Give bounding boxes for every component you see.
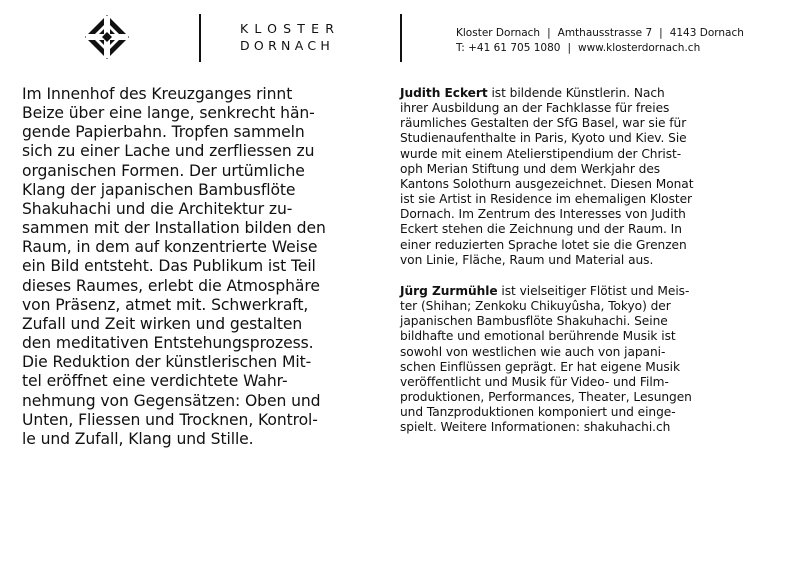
- bio-name: Judith Eckert: [400, 86, 488, 100]
- event-description: Im Innenhof des Kreuzganges rinnt Beize über eine lange, senkrecht hän- gende Papierbahn. Tropfen sammeln sich zu einer Lache und zerfliessen zu organischen Formen. Der urtümliche Klang der japanischen Bambusflöte Shakuhachi und die Architektur zu- sammen mit der Installation bilden den Raum, in dem auf konzentrierte Weise ein Bild entsteht. Das Publikum ist Teil dieses Raumes, erlebt die Atmosphäre von Präsenz, atmet mit. Schwerkraft, Zufall und Zeit wirken und gestalten den meditativen Entstehungsprozess. Die Reduktion der künstlerischen Mit- tel eröffnet eine verdichtete Wahr- nehmung von Gegensätzen: Oben und Unten, Fliessen und Trocknen, Kontrol- le und Zufall, Klang und Stille.: [22, 85, 326, 448]
- brand-line-2: DORNACH: [240, 38, 335, 53]
- contact-name: Kloster Dornach: [456, 27, 541, 39]
- contact-street: Amthausstrasse 7: [557, 27, 653, 39]
- bio-name: Jürg Zurmühle: [400, 283, 498, 298]
- right-column: [400, 86, 790, 435]
- kloster-dornach-logo-icon: [84, 14, 130, 60]
- bio-text: ist vielseitiger Flötist und Meis- ter (Shihan; Zenkoku Chikuyûsha, Tokyo) der japanischen Bambusflöte Shakuhachi. Seine bildhafte und emotional berührende Musik ist sowohl von westlichen wie auch von japani- schen Einflüssen geprägt. Er hat eigene Musik veröffentlicht und Musik für Video- und Film- produktionen, Performances, Theater, Lesungen und Tanzproduktionen komponiert und einge- spielt. Weitere Informationen: shakuhachi.ch: [400, 283, 692, 435]
- bio-judith-eckert: [400, 86, 790, 268]
- contact-line-1: [456, 26, 744, 41]
- separator: |: [547, 27, 551, 39]
- bio-juerg-zurmuehle: [400, 284, 790, 436]
- contact-block: [456, 26, 744, 56]
- contact-phone: T: +41 61 705 1080: [456, 42, 561, 54]
- brand-wordmark: [240, 20, 380, 54]
- header-divider-right: [400, 14, 402, 62]
- separator: |: [659, 27, 663, 39]
- contact-city: 4143 Dornach: [669, 27, 744, 39]
- contact-web-link[interactable]: www.klosterdornach.ch: [577, 42, 701, 54]
- separator: |: [567, 42, 571, 54]
- header-divider-left: [199, 14, 201, 62]
- brand-line-1: KLOSTER: [240, 21, 341, 36]
- bio-text: ist bildende Künstlerin. Nach ihrer Ausbildung an der Fachklasse für freies räumliches Gestalten der SfG Basel, war sie für Studienaufenthalte in Paris, Kyoto und Kiev. Sie wurde mit einem Atelierstipendium der Christ- oph Merian Stiftung und dem Werkjahr des Kantons Solothurn ausgezeichnet. Diesen Monat ist sie Artist in Residence im ehemaligen Kloster Dornach. Im Zentrum des Interesses von Judith Eckert stehen die Zeichnung und der Raum. In einer reduzierten Sprache lotet sie die Grenzen von Linie, Fläche, Raum und Material aus.: [400, 86, 694, 267]
- contact-line-2: [456, 41, 744, 56]
- left-column: [22, 85, 394, 449]
